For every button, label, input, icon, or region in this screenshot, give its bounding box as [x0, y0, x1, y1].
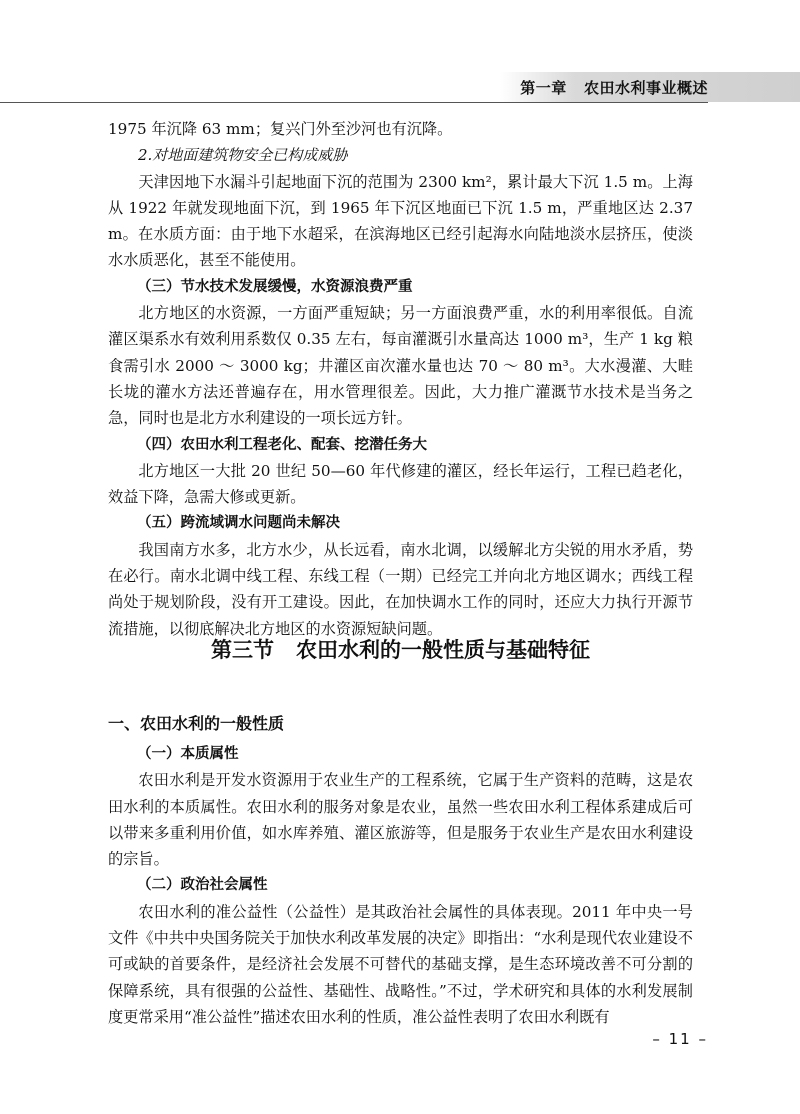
heading-water-transfer: （五）跨流域调水问题尚未解决: [137, 515, 340, 532]
general-nature-body: [108, 741, 693, 1030]
heading-political-attribute: （二）政治社会属性: [137, 877, 268, 894]
section-title: 第三节 农田水利的一般性质与基础特征: [211, 638, 590, 662]
heading-water-saving: （三）节水技术发展缓慢，水资源浪费严重: [137, 278, 413, 295]
heading-general-nature: 一、农田水利的一般性质: [108, 714, 285, 733]
page-number: – 11 –: [652, 1030, 708, 1048]
heading-aging-projects: （四）农田水利工程老化、配套、挖潜任务大: [137, 436, 427, 453]
paragraph-subsidence: 1975 年沉降 63 mm；复兴门外至沙河也有沉降。: [108, 120, 453, 138]
paragraph-essential: 农田水利是开发水资源用于农业生产的工程系统，它属于生产资料的范畴，这是农田水利的本质属性。农田水利的服务对象是农业，虽然一些农田水利工程体系建成后可以带来多重利用价值，如水库养殖、灌区旅游等，但是服务于农业生产是农田水利建设的宗旨。: [108, 771, 693, 869]
chapter-name: 农田水利事业概述: [583, 79, 708, 97]
chapter-title: [520, 77, 708, 98]
heading-essential-attribute: （一）本质属性: [137, 746, 239, 762]
page-header: [0, 72, 800, 102]
chapter-number: 第一章: [520, 79, 567, 97]
heading-building-threat: 2.对地面建筑物安全已构成威胁: [138, 146, 348, 165]
paragraph-aging: 北方地区一大批 20 世纪 50—60 年代修建的灌区，经长年运行，工程已趋老化，效益下降，急需大修或更新。: [108, 461, 693, 507]
paragraph-political: 农田水利的准公益性（公益性）是其政治社会属性的具体表现。2011 年中央一号文件《中共中央国务院关于加快水利改革发展的决定》即指出：“水利是现代农业建设不可或缺的首要条件，是经济社会发展不可替代的基础支撑，是生态环境改善不可分割的保障系统，具有很强的公益性、基础性、战略性。”不过，学术研究和具体的水利发展制度更常采用“准公益性”描述农田水利的性质，准公益性表明了农田水利既有: [108, 902, 693, 1026]
paragraph-tianjin: 天津因地下水漏斗引起地面下沉的范围为 2300 km²，累计最大下沉 1.5 m。上海从 1922 年就发现地面下沉，到 1965 年下沉区地面已下沉 1.5 m，严重地区达 2.37 m。在水质方面：由于地下水超采，在滨海地区已经引起海水向陆地淡水层挤压，使淡水水质恶化，甚至不能使用。: [108, 172, 693, 270]
paragraph-water-waste: 北方地区的水资源，一方面严重短缺；另一方面浪费严重，水的利用率很低。自流灌区渠系水有效利用系数仅 0.35 左右，每亩灌溉引水量高达 1000 m³，生产 1 kg 粮食需引水 2000 ～ 3000 kg；井灌区亩次灌水量也达 70 ～ 80 m³。大水漫灌、大畦长垅的灌水方法还普遍存在，用水管理很差。因此，大力推广灌溉节水技术是当务之急，同时也是北方水利建设的一项长远方针。: [108, 304, 693, 428]
paragraph-south-north: 我国南方水多，北方水少，从长远看，南水北调，以缓解北方尖锐的用水矛盾，势在必行。南水北调中线工程、东线工程（一期）已经完工并向北方地区调水；西线工程尚处于规划阶段，没有开工建设。因此，在加快调水工作的同时，还应大力执行开源节流措施，以彻底解决北方地区的水资源短缺问题。: [108, 540, 693, 638]
page-content: [108, 116, 693, 1026]
header-rule: [0, 102, 708, 103]
